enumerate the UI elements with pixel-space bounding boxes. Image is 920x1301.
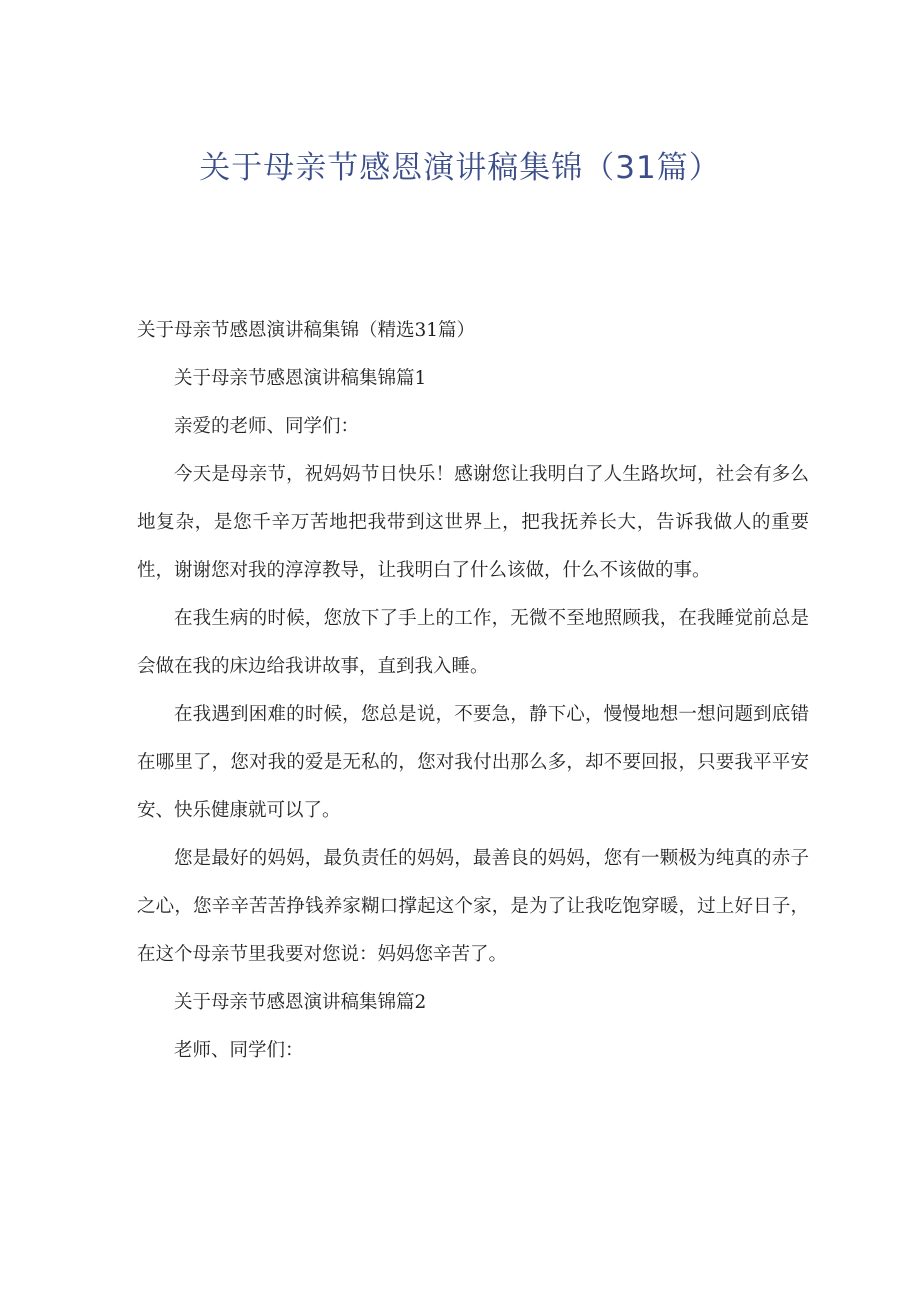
section-heading-1: 关于母亲节感恩演讲稿集锦篇1 (174, 368, 427, 389)
section-heading-2: 关于母亲节感恩演讲稿集锦篇2 (174, 992, 427, 1013)
paragraph: 在我生病的时候，您放下了手上的工作，无微不至地照顾我，在我睡觉前总是会做在我的床边给我讲故事，直到我入睡。 (137, 608, 809, 677)
document-subtitle: 关于母亲节感恩演讲稿集锦（精选31篇） (137, 320, 476, 341)
section-salutation-1: 亲爱的老师、同学们： (174, 416, 360, 437)
section-salutation-2: 老师、同学们： (174, 1040, 304, 1061)
document-body (137, 307, 809, 1075)
paragraph: 在我遇到困难的时候，您总是说，不要急，静下心，慢慢地想一想问题到底错在哪里了，您对我的爱是无私的，您对我付出那么多，却不要回报，只要我平平安安、快乐健康就可以了。 (137, 704, 809, 821)
paragraph: 您是最好的妈妈，最负责任的妈妈，最善良的妈妈，您有一颗极为纯真的赤子之心，您辛辛苦苦挣钱养家糊口撑起这个家，是为了让我吃饱穿暖，过上好日子，在这个母亲节里我要对您说：妈妈您辛苦了。 (137, 848, 809, 965)
paragraph: 今天是母亲节，祝妈妈节日快乐！感谢您让我明白了人生路坎坷，社会有多么地复杂，是您千辛万苦地把我带到这世界上，把我抚养长大，告诉我做人的重要性，谢谢您对我的淳淳教导，让我明白了什么该做，什么不该做的事。 (137, 464, 809, 581)
document-title: 关于母亲节感恩演讲稿集锦（31篇） (199, 150, 721, 186)
